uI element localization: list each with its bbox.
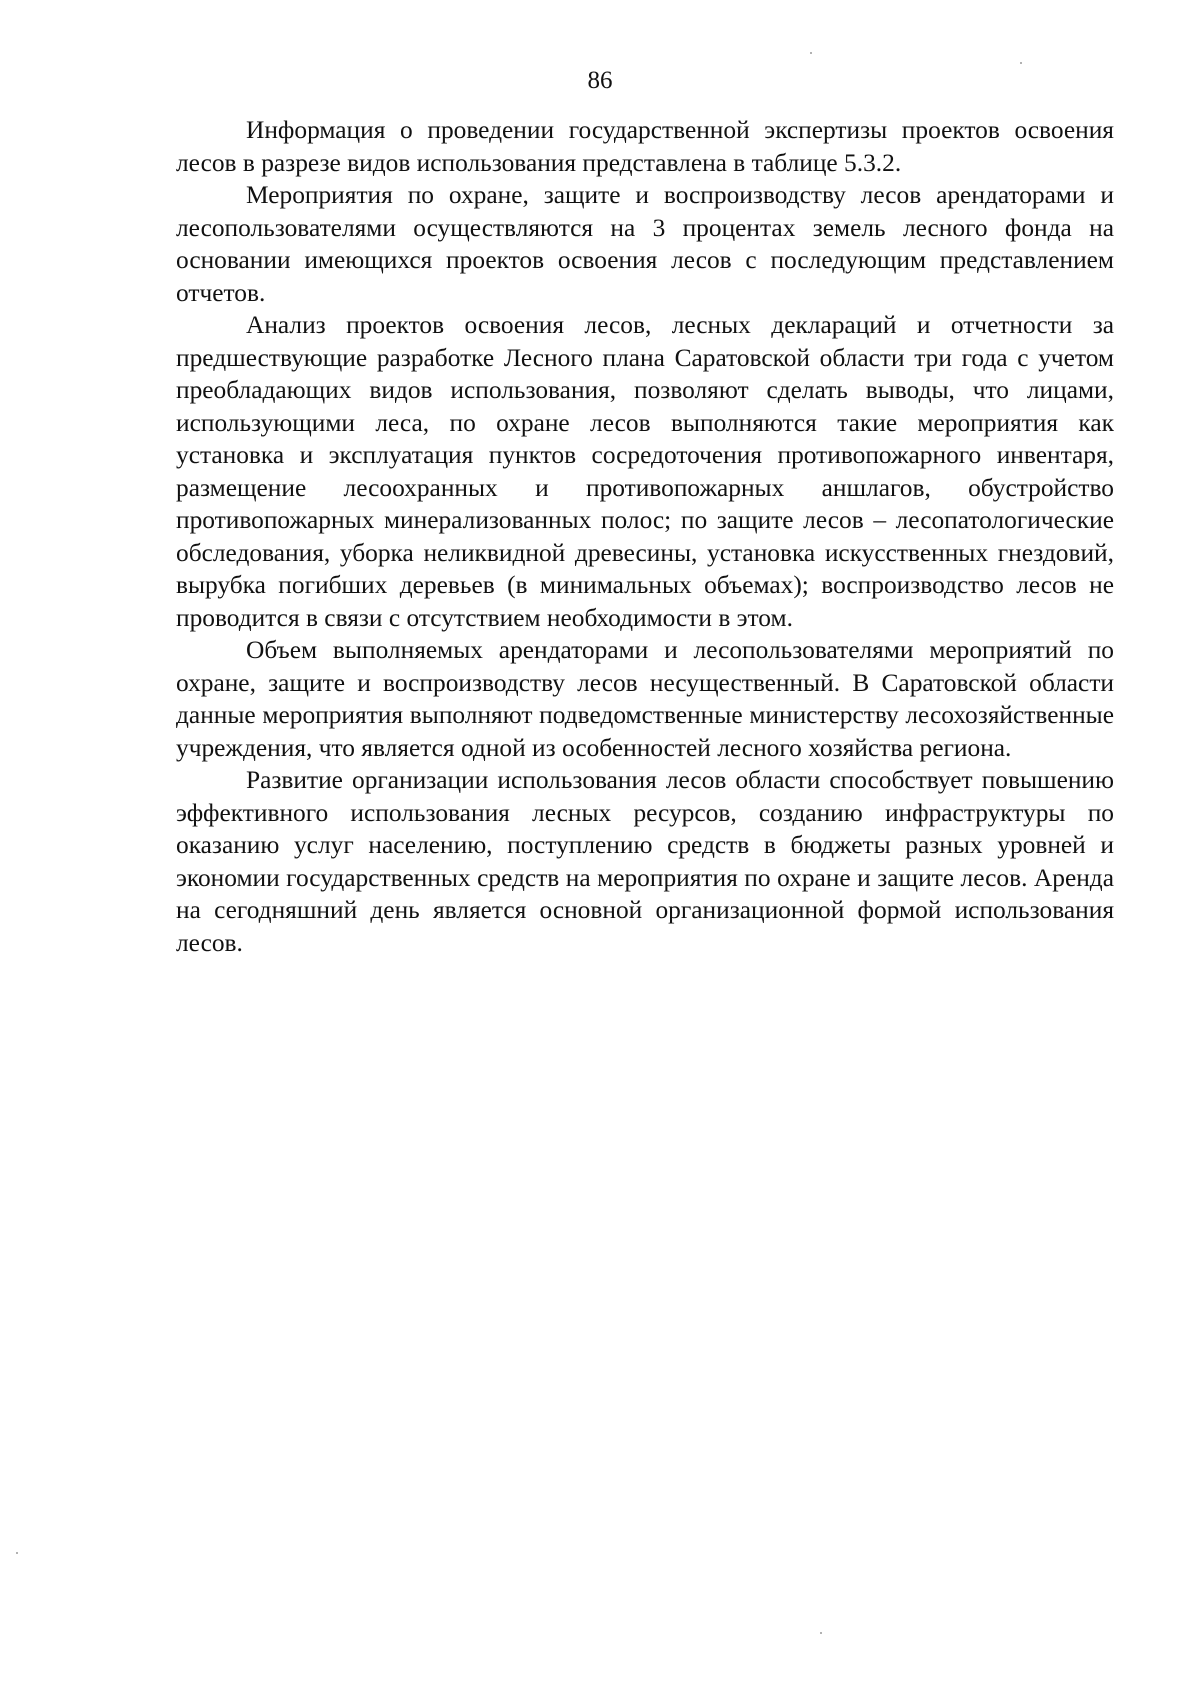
paragraph-expertise-info: Информация о проведении государственной экспертизы проектов освоения лесов в разрезе видов использования представлена в таблице 5.3.2. [176,116,1114,177]
scan-speck [16,1552,18,1554]
page-number: 86 [587,67,613,94]
paragraph-analysis: Анализ проектов освоения лесов, лесных деклараций и отчетности за предшествующие разработке Лесного плана Саратовской области три года с учетом преобладающих видов использования, позволяют сделать выводы, что лицами, использующими леса, по охране лесов выполняются такие мероприятия как установка и эксплуатация пунктов сосредоточения противопожарного инвентаря, размещение лесоохранных и противопожарных аншлагов, обустройство противопожарных минерализованных полос; по защите лесов – лесопатологические обследования, уборка неликвидной древесины, установка искусственных гнездовий, вырубка погибших деревьев (в минимальных объемах); воспроизводство лесов не проводится в связи с отсутствием необходимости в этом. [176,311,1114,632]
paragraph-volume: Объем выполняемых арендаторами и лесопользователями мероприятий по охране, защите и воспроизводству лесов несущественный. В Саратовской области данные мероприятия выполняют подведомственные министерству лесохозяйственные учреждения, что является одной из особенностей лесного хозяйства региона. [176,636,1114,762]
body-text [176,114,1114,959]
scan-speck [1020,62,1022,64]
paragraph-tenant-measures: Мероприятия по охране, защите и воспроизводству лесов арендаторами и лесопользователями осуществляются на 3 процентах земель лесного фонда на основании имеющихся проектов освоения лесов с последующим представлением отчетов. [176,181,1114,307]
scan-speck [810,52,812,54]
scan-speck [820,1632,822,1634]
paragraph-development: Развитие организации использования лесов области способствует повышению эффективного использования лесных ресурсов, созданию инфраструктуры по оказанию услуг населению, поступлению средств в бюджеты разных уровней и экономии государственных средств на мероприятия по охране и защите лесов. Аренда на сегодняшний день является основной организационной формой использования лесов. [176,766,1114,957]
